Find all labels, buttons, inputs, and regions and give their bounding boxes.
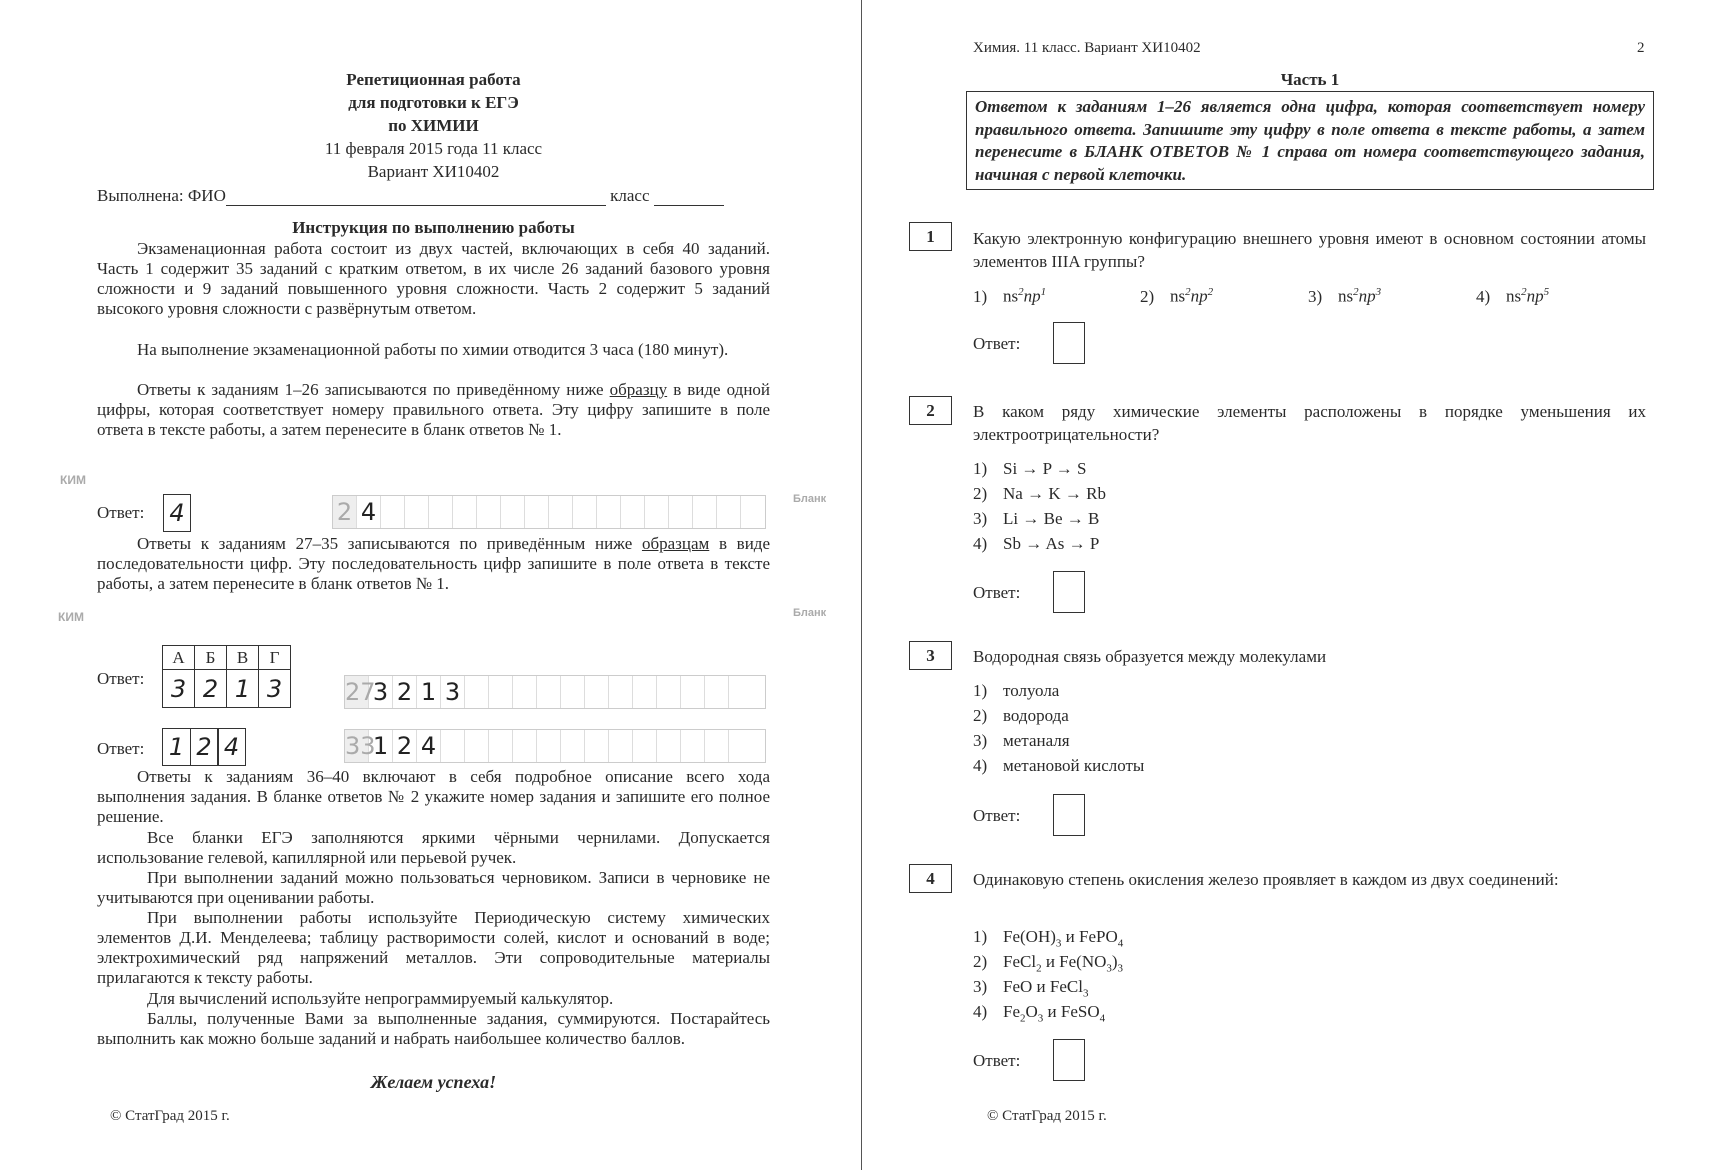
q2-option-2: 2) Na → K → Rb: [973, 484, 1106, 503]
col-v: В: [227, 646, 259, 670]
strip-num: 2: [333, 496, 357, 528]
subtitle-block: [97, 137, 770, 183]
para-3: Ответы к заданиям 1–26 записываются по приведённому ниже образцу в виде одной цифры, которая соответствует номеру правильного ответа. Эту цифру запишите в поле ответа в тексте работы, а затем перенесите в бланк ответов № 1.: [97, 380, 771, 439]
q1-option-2: 2) $ns^2np^2$: [1140, 286, 1214, 306]
val-g: 3: [259, 670, 291, 708]
part-note: Ответом к заданиям 1–26 является одна цифра, которая соответствует номеру правильного ответа. Запишите эту цифру в поле ответа в тексте работы, а затем перенесите в БЛАНК ОТВЕТОВ № 1 справа от номера соответствующего задания, начиная с первой клеточки.: [966, 91, 1654, 190]
q1-number: 1: [909, 222, 952, 251]
q3-option-2: 2) водорода: [973, 706, 1069, 725]
val-a: 3: [163, 670, 195, 708]
kim-label-1: КИМ: [60, 473, 86, 487]
q2-option-3: 3) Li → Be → B: [973, 509, 1100, 528]
para-2: На выполнение экзаменационной работы по химии отводится 3 часа (180 минут).: [137, 340, 729, 359]
q4-option-4: 4) $Fe_2O_3$ и FeSO$_4$: [973, 1002, 1106, 1025]
left-copyright: © СтатГрад 2015 г.: [110, 1108, 230, 1124]
class-label: класс: [610, 186, 650, 205]
title-block: [97, 68, 770, 137]
right-copyright: © СтатГрад 2015 г.: [987, 1108, 1107, 1124]
page-divider: [861, 0, 862, 1170]
title-line-2: для подготовки к ЕГЭ: [348, 93, 519, 112]
part-title: Часть 1: [1280, 70, 1340, 89]
class-field[interactable]: [654, 190, 724, 206]
example2-table: [162, 645, 291, 708]
q1-answer-label: Ответ:: [973, 334, 1021, 353]
q3-answer-box[interactable]: [1053, 794, 1085, 836]
q1-option-4: 4) $ns^2np^5$: [1476, 286, 1550, 306]
example3-answer-label: Ответ:: [97, 739, 145, 758]
page-number: 2: [1637, 40, 1645, 56]
example2-answer-label: Ответ:: [97, 669, 145, 688]
sample-link[interactable]: образцу: [609, 380, 668, 399]
fio-label: Выполнена: ФИО: [97, 186, 226, 205]
fio-row: [97, 186, 770, 206]
q2-answer-label: Ответ:: [973, 583, 1021, 602]
strip-num: 33: [345, 732, 376, 760]
q2-answer-box[interactable]: [1053, 571, 1085, 613]
q1-option-3: 3) $ns^2np^3$: [1308, 286, 1382, 306]
fio-field[interactable]: [226, 190, 606, 206]
q2-text: В каком ряду химические элементы расположены в порядке уменьшения их электроотрицательности?: [973, 402, 1646, 444]
kim-label-2: КИМ: [58, 610, 84, 624]
q3-option-1: 1) толуола: [973, 681, 1060, 700]
para-1: Экзаменационная работа состоит из двух частей, включающих в себя 40 заданий. Часть 1 содержит 35 заданий с кратким ответом, в их числе 26 заданий базового уровня сложности и 9 заданий повышенного уровня сложности. Часть 2 содержит 5 заданий высокого уровня сложности с развёрнутым ответом.: [97, 239, 770, 318]
col-a: А: [163, 646, 195, 670]
q4-option-3: 3) FeO и FeCl$_3$: [973, 977, 1089, 1000]
q2-option-1: 1) Si → P → S: [973, 459, 1087, 478]
q3-option-4: 4) метановой кислоты: [973, 756, 1145, 775]
samples-link[interactable]: образцам: [641, 534, 710, 553]
para-4: Ответы к заданиям 27–35 записываются по приведённым ниже образцам в виде последовательности цифр. Эту последовательность цифр запишите в поле ответа в тексте работы, а затем перенесите в бланк ответов № 1.: [97, 534, 771, 593]
q2-number: 2: [909, 396, 952, 425]
q4-option-1: 1) $Fe(OH)_3$ и FePO$_4$: [973, 927, 1124, 950]
strip-cell: 4: [357, 496, 381, 528]
title-line-3: по ХИМИИ: [388, 116, 479, 135]
val-v: 1: [227, 670, 259, 708]
date-line: 11 февраля 2015 года 11 класс: [324, 139, 543, 158]
blank-label-2: Бланк: [793, 607, 827, 619]
para-8: При выполнении работы используйте Периодическую систему химических элементов Д.И. Менделеева; таблицу растворимости солей, кислот и оснований в воде; электрохимический ряд напряжений металлов. Эти сопроводительные материалы прилагаются к тексту работы.: [97, 908, 770, 987]
para-5: Ответы к заданиям 36–40 включают в себя подробное описание всего хода выполнения задания. В бланке ответов № 2 укажите номер задания и запишите его полное решение.: [97, 767, 770, 826]
strip-num: 27: [345, 678, 376, 706]
para-7: При выполнении заданий можно пользоваться черновиком. Записи в черновике не учитываются при оценивании работы.: [97, 868, 770, 907]
example2-strip: 27 3 2 1 3: [344, 675, 766, 709]
para-9: Для вычислений используйте непрограммируемый калькулятор.: [147, 989, 614, 1008]
q1-answer-box[interactable]: [1053, 322, 1085, 364]
col-b: Б: [195, 646, 227, 670]
right-header: Химия. 11 класс. Вариант ХИ10402: [973, 40, 1201, 56]
example1-strip: [332, 495, 766, 529]
example3-boxes: 1 2 4: [162, 728, 245, 766]
para-10: Баллы, полученные Вами за выполненные задания, суммируются. Постарайтесь выполнить как можно больше заданий и набрать наибольшее количество баллов.: [97, 1009, 770, 1048]
q3-option-3: 3) метаналя: [973, 731, 1070, 750]
val-b: 2: [195, 670, 227, 708]
q4-answer-label: Ответ:: [973, 1051, 1021, 1070]
q1-text: Какую электронную конфигурацию внешнего уровня имеют в основном состоянии атомы элементов IIIA группы?: [973, 229, 1646, 271]
title-line-1: Репетиционная работа: [346, 70, 521, 89]
q4-answer-box[interactable]: [1053, 1039, 1085, 1081]
q3-answer-label: Ответ:: [973, 806, 1021, 825]
wish-text: Желаем успеха!: [370, 1072, 497, 1092]
example1-answer-label: Ответ:: [97, 503, 145, 522]
q4-number: 4: [909, 864, 952, 893]
q4-text: Одинаковую степень окисления железо проявляет в каждом из двух соединений:: [973, 870, 1559, 889]
para-6: Все бланки ЕГЭ заполняются яркими чёрными чернилами. Допускается использование гелевой, капиллярной или перьевой ручек.: [97, 828, 770, 867]
blank-label-1: Бланк: [793, 493, 827, 505]
example1-answer-box: 4: [163, 494, 191, 532]
q4-option-2: 2) FeCl$_2$ и $Fe(NO_3)_3$: [973, 952, 1124, 975]
variant-line: Вариант ХИ10402: [367, 162, 500, 181]
q3-text: Водородная связь образуется между молекулами: [973, 647, 1327, 666]
q1-option-1: 1) $ns^2np^1$: [973, 286, 1047, 306]
instructions-title: Инструкция по выполнению работы: [292, 218, 575, 237]
example3-strip: 33 1 2 4: [344, 729, 766, 763]
col-g: Г: [259, 646, 291, 670]
q2-option-4: 4) Sb → As → P: [973, 534, 1100, 553]
q3-number: 3: [909, 641, 952, 670]
